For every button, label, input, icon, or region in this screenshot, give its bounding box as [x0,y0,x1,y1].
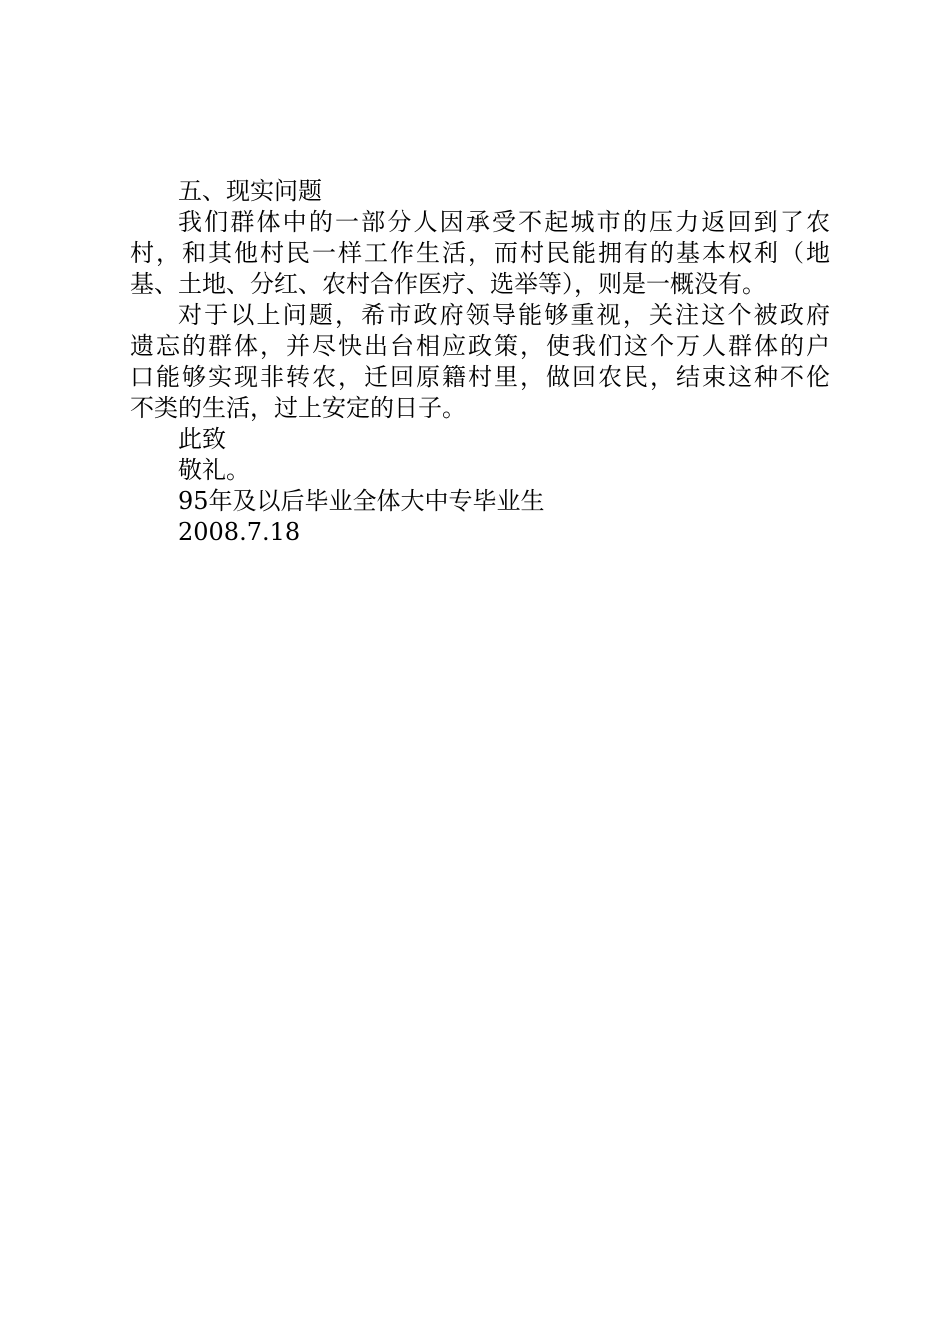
salutation-text: 敬礼。 [178,456,250,484]
section-heading: 五、现实问题 [178,177,322,205]
closing-text: 此致 [178,425,226,453]
document-body [130,176,830,548]
date-text: 2008.7.18 [178,518,301,546]
paragraph-line: 村，和其他村民一样工作生活，而村民能拥有的基本权利（地 [130,239,830,267]
signature-text: 95年及以后毕业全体大中专毕业生 [178,487,545,515]
paragraph-line: 口能够实现非转农，迁回原籍村里，做回农民，结束这种不伦 [130,363,830,391]
paragraph-line: 对于以上问题，希市政府领导能够重视，关注这个被政府 [178,301,830,329]
paragraph-line: 不类的生活，过上安定的日子。 [130,394,466,422]
paragraph-line: 遗忘的群体，并尽快出台相应政策，使我们这个万人群体的户 [130,332,830,360]
paragraph-request [130,300,830,424]
paragraph-real-problem [130,207,830,300]
paragraph-line: 基、土地、分红、农村合作医疗、选举等），则是一概没有。 [130,270,766,298]
paragraph-line: 我们群体中的一部分人因承受不起城市的压力返回到了农 [178,208,830,236]
